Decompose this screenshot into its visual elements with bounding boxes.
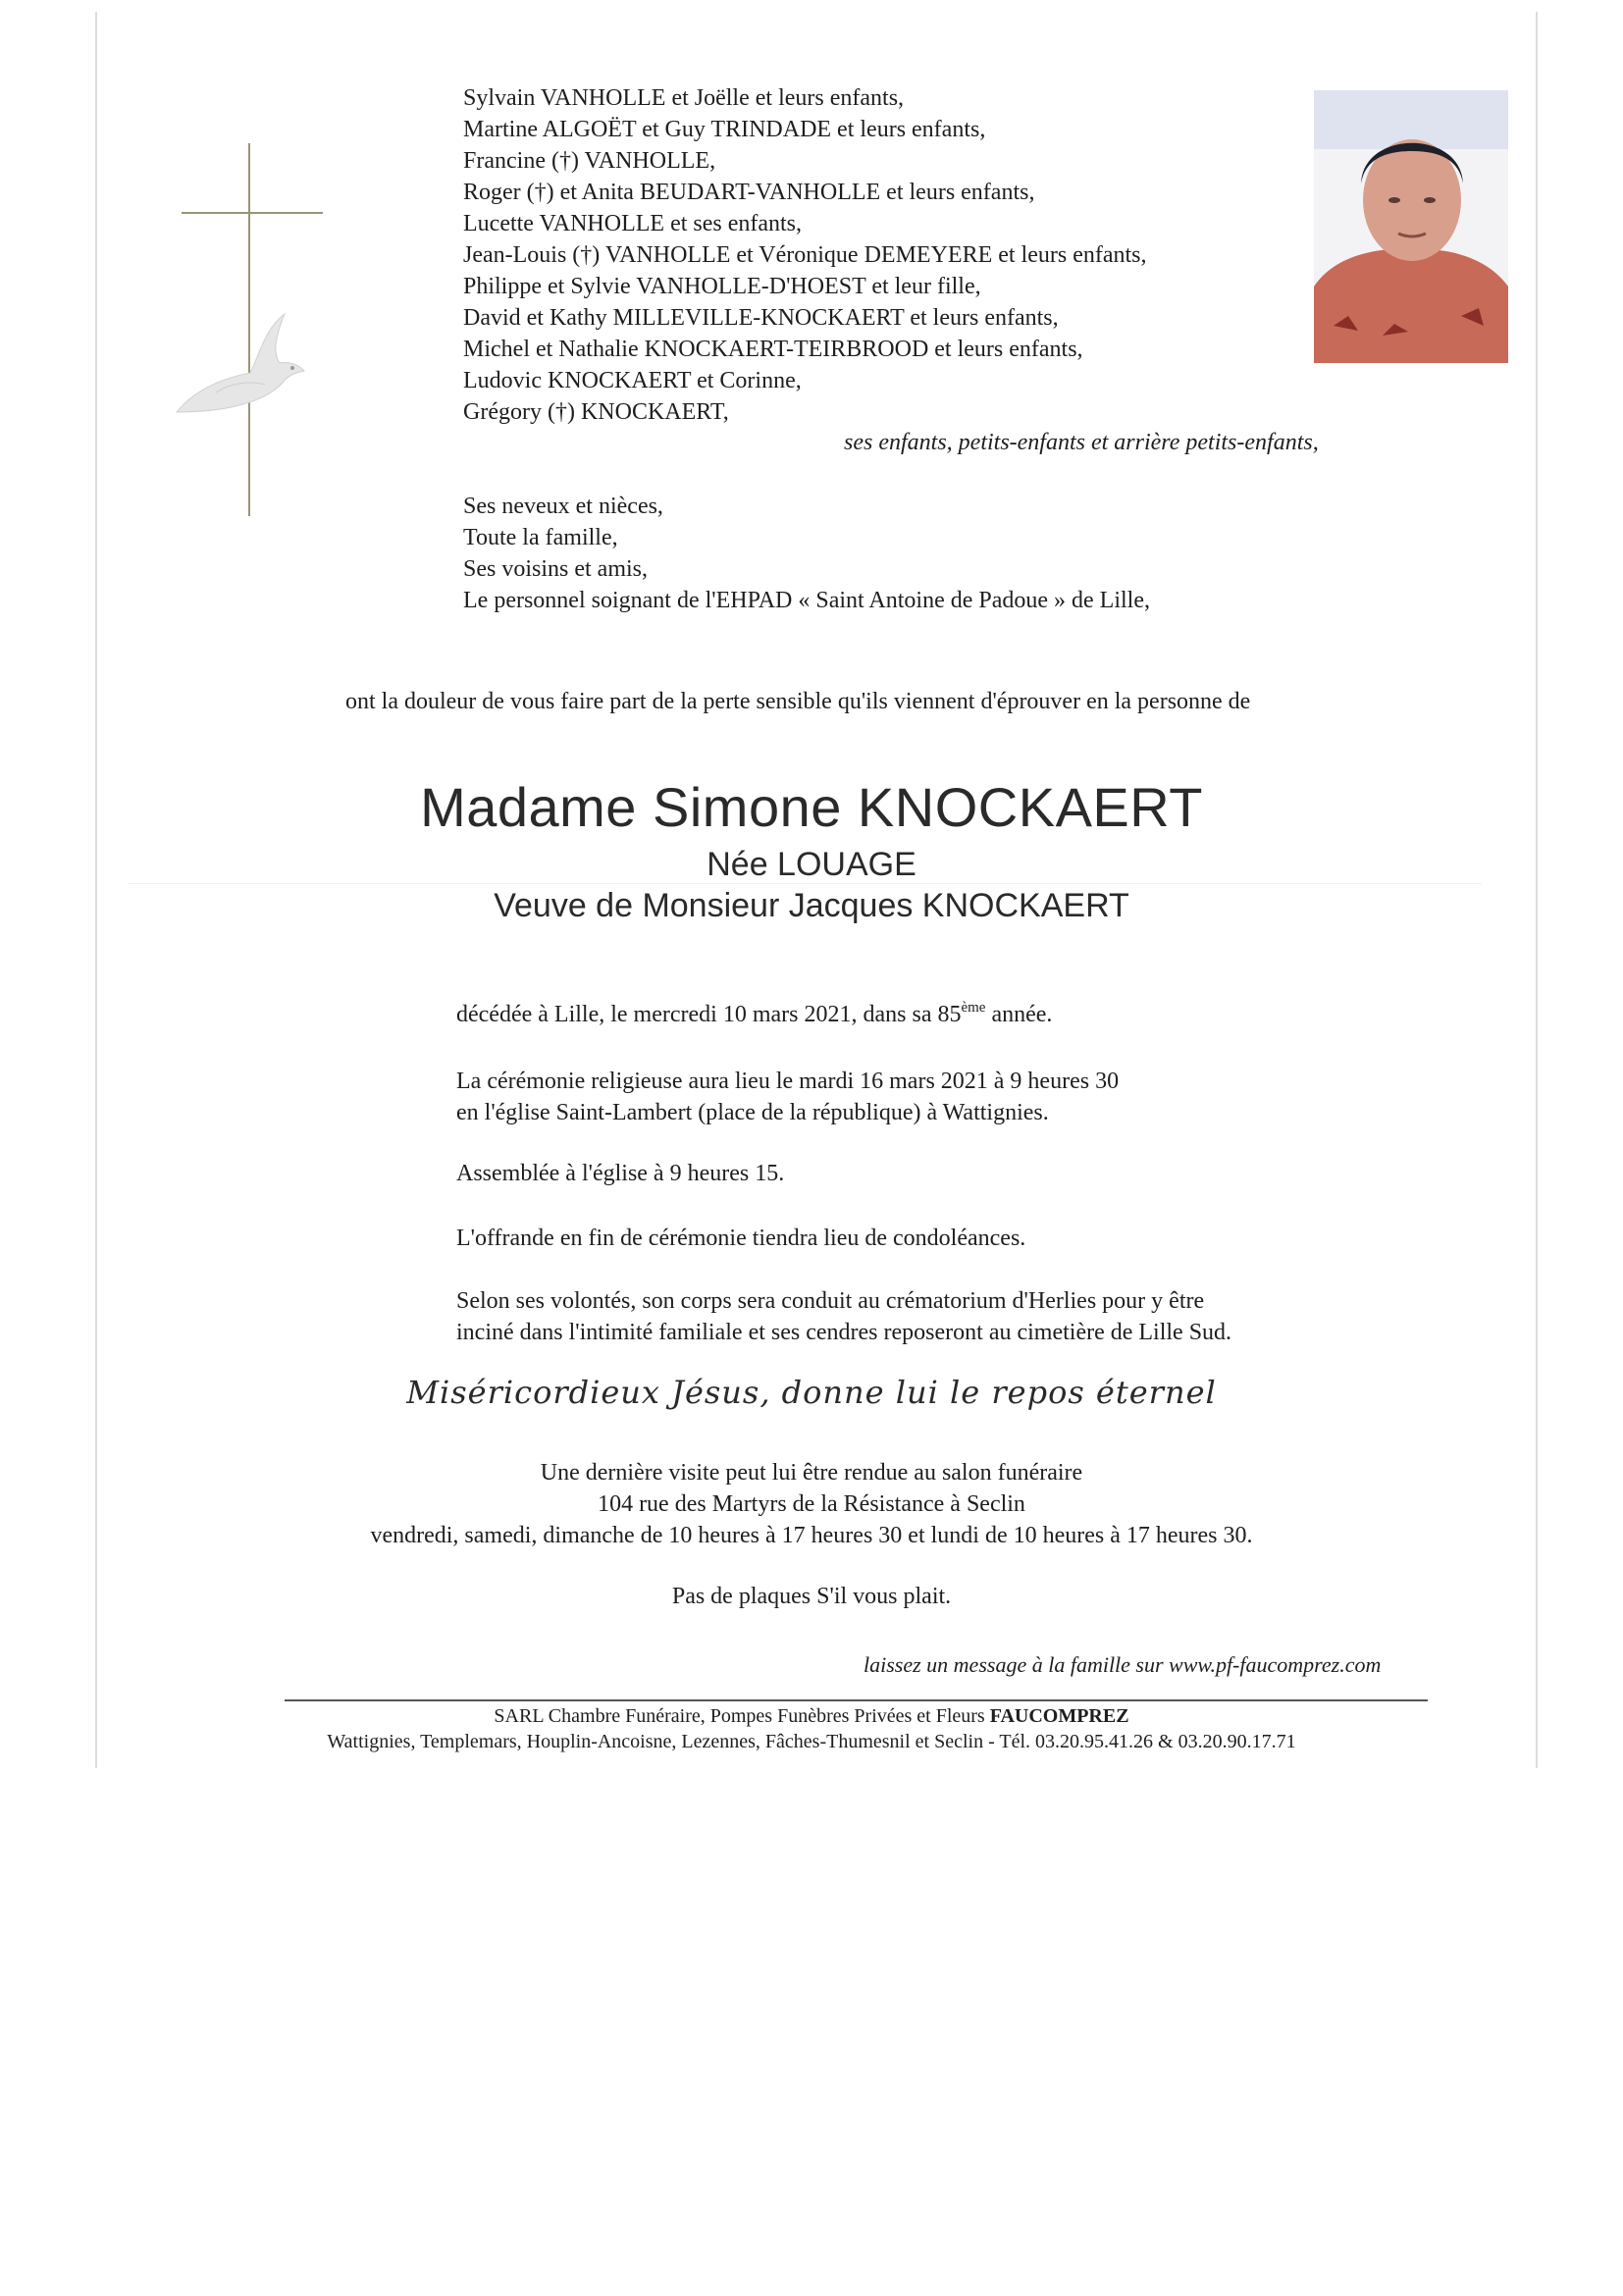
- family-line: Michel et Nathalie KNOCKAERT-TEIRBROOD et leurs enfants,: [463, 337, 1083, 362]
- footer-company: SARL Chambre Funéraire, Pompes Funèbres Privées et Fleurs FAUCOMPREZ: [494, 1705, 1129, 1727]
- maiden-name: Née LOUAGE: [707, 846, 916, 883]
- family-caption: ses enfants, petits-enfants et arrière petits-enfants,: [844, 430, 1319, 455]
- offering-note: L'offrande en fin de cérémonie tiendra lieu de condoléances.: [456, 1226, 1026, 1251]
- family-line: Grégory (†) KNOCKAERT,: [463, 399, 729, 425]
- widow-of: Veuve de Monsieur Jacques KNOCKAERT: [494, 887, 1129, 924]
- death-details: décédée à Lille, le mercredi 10 mars 2021, dans sa 85ème année.: [456, 1000, 1053, 1027]
- relatives-line: Ses neveux et nièces,: [463, 494, 663, 519]
- assembly-time: Assemblée à l'église à 9 heures 15.: [456, 1161, 785, 1186]
- visit-address: 104 rue des Martyrs de la Résistance à Seclin: [598, 1491, 1025, 1517]
- company-name: FAUCOMPREZ: [989, 1705, 1129, 1727]
- family-line: David et Kathy MILLEVILLE-KNOCKAERT et leurs enfants,: [463, 305, 1059, 331]
- message-link[interactable]: laissez un message à la famille sur www.pf-faucomprez.com: [864, 1652, 1382, 1677]
- ceremony-line: La cérémonie religieuse aura lieu le mardi 16 mars 2021 à 9 heures 30: [456, 1069, 1120, 1094]
- family-line: Jean-Louis (†) VANHOLLE et Véronique DEMEYERE et leurs enfants,: [463, 242, 1147, 268]
- family-line: Lucette VANHOLLE et ses enfants,: [463, 211, 803, 236]
- deceased-photo: [1314, 90, 1508, 363]
- wishes-line: Selon ses volontés, son corps sera conduit au crématorium d'Herlies pour y être: [456, 1288, 1205, 1314]
- family-line: Francine (†) VANHOLLE,: [463, 148, 716, 174]
- footer-locations: Wattignies, Templemars, Houplin-Ancoisne, Lezennes, Fâches-Thumesnil et Seclin - Tél. 03.20.95.41.26 & 03.20.90.17.71: [327, 1731, 1296, 1752]
- visit-line: Une dernière visite peut lui être rendue au salon funéraire: [540, 1460, 1083, 1486]
- deceased-name: Madame Simone KNOCKAERT: [420, 776, 1203, 838]
- announcement-intro: ont la douleur de vous faire part de la perte sensible qu'ils viennent d'éprouver en la personne de: [345, 689, 1251, 714]
- relatives-line: Ses voisins et amis,: [463, 556, 649, 582]
- family-line: Philippe et Sylvie VANHOLLE-D'HOEST et leur fille,: [463, 274, 981, 299]
- prayer: Miséricordieux Jésus, donne lui le repos éternel: [406, 1374, 1217, 1411]
- dove-icon: [157, 294, 314, 432]
- relatives-line: Toute la famille,: [463, 525, 618, 550]
- divider: [128, 883, 1482, 884]
- family-line: Roger (†) et Anita BEUDART-VANHOLLE et leurs enfants,: [463, 180, 1035, 205]
- visit-hours: vendredi, samedi, dimanche de 10 heures à 17 heures 30 et lundi de 10 heures à 17 heures 30.: [370, 1523, 1253, 1548]
- family-line: Sylvain VANHOLLE et Joëlle et leurs enfants,: [463, 85, 905, 111]
- family-line: Martine ALGOËT et Guy TRINDADE et leurs enfants,: [463, 117, 986, 142]
- ceremony-line: en l'église Saint-Lambert (place de la république) à Wattignies.: [456, 1100, 1049, 1125]
- family-line: Ludovic KNOCKAERT et Corinne,: [463, 368, 802, 393]
- no-plaques-note: Pas de plaques S'il vous plait.: [671, 1584, 952, 1609]
- footer-rule: [285, 1699, 1428, 1701]
- wishes-line: inciné dans l'intimité familiale et ses cendres reposeront au cimetière de Lille Sud.: [456, 1320, 1232, 1345]
- relatives-line: Le personnel soignant de l'EHPAD « Saint Antoine de Padoue » de Lille,: [463, 588, 1150, 613]
